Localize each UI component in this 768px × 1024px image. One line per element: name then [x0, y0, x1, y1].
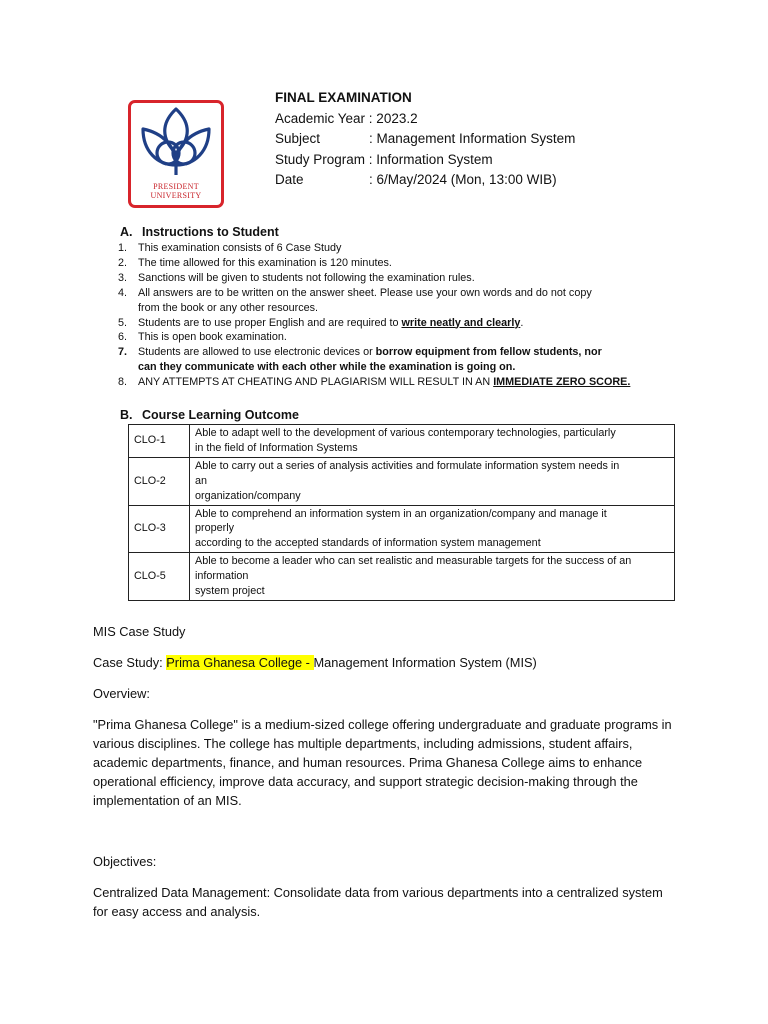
- overview-paragraph: [93, 715, 683, 810]
- item-text: This examination consists of 6 Case Study: [138, 242, 342, 254]
- item-number: 4.: [118, 286, 128, 299]
- item-text: Sanctions will be given to students not following the examination rules.: [138, 271, 475, 284]
- clo-code: CLO-2: [129, 457, 190, 505]
- item-text-continued: can they communicate with each other while the examination is going on.: [138, 361, 516, 374]
- list-item: [118, 375, 658, 390]
- clo-description: [190, 425, 675, 458]
- paragraph-line: various disciplines. The college has multiple departments, including admissions, student affairs,: [93, 736, 633, 751]
- clo-line: properly: [195, 522, 235, 535]
- clo-table: [128, 424, 675, 601]
- clo-description: [190, 505, 675, 553]
- clo-line: Able to become a leader who can set realistic and measurable targets for the success of an: [195, 555, 632, 568]
- item-text: The time allowed for this examination is 120 minutes.: [138, 256, 392, 269]
- item-text: ANY ATTEMPTS AT CHEATING AND PLAGIARISM WILL RESULT IN AN: [138, 376, 494, 389]
- clo-line: Able to adapt well to the development of various contemporary technologies, particularly: [195, 427, 616, 439]
- item-emphasis: IMMEDIATE ZERO SCORE.: [493, 376, 631, 389]
- objectives-label: Objectives:: [93, 854, 157, 869]
- subject-label: Subject: [275, 131, 321, 146]
- section-a-letter: A.: [120, 225, 133, 239]
- study-program: Study Program : Information System: [275, 151, 493, 167]
- clo-line: Able to comprehend an information system in an organization/company and manage it: [195, 507, 607, 520]
- case-study-line: [93, 653, 683, 672]
- item-text: All answers are to be written on the answer sheet. Please use your own words and do not copy: [138, 286, 592, 299]
- clo-line: system project: [195, 585, 265, 598]
- item-number: 6.: [118, 331, 128, 344]
- paragraph-line: Centralized Data Management: Consolidate data from various departments into a centralized system: [93, 885, 663, 900]
- subject-value: : Management Information System: [369, 131, 576, 146]
- logo-text-university: UNIVERSITY: [150, 191, 202, 200]
- academic-year: Academic Year : 2023.2: [275, 110, 418, 126]
- table-row: [129, 457, 675, 505]
- clo-line: organization/company: [195, 489, 301, 502]
- list-item: [118, 345, 658, 375]
- clo-line: information: [195, 570, 249, 583]
- clo-line: according to the accepted standards of information system management: [195, 537, 541, 550]
- table-row: [129, 425, 675, 458]
- date-label: Date: [275, 172, 304, 187]
- list-item: [118, 271, 658, 286]
- date-value: : 6/May/2024 (Mon, 13:00 WIB): [369, 172, 557, 187]
- item-number: 1.: [118, 242, 128, 254]
- list-item: [118, 316, 658, 331]
- overview-label: Overview:: [93, 686, 150, 701]
- objectives-paragraph: [93, 883, 683, 921]
- exam-title: FINAL EXAMINATION: [275, 90, 412, 105]
- item-text-continued: from the book or any other resources.: [138, 301, 319, 314]
- clo-code: CLO-5: [129, 553, 190, 601]
- item-number: 5.: [118, 316, 128, 329]
- clo-line: Able to carry out a series of analysis activities and formulate information system needs in: [195, 459, 620, 472]
- instructions-list: [118, 241, 658, 390]
- case-study-heading: MIS Case Study: [93, 624, 186, 639]
- list-item: [118, 330, 658, 345]
- item-number: 3.: [118, 271, 128, 284]
- university-logo: [128, 100, 224, 208]
- table-row: [129, 505, 675, 553]
- clo-line: in the field of Information Systems: [195, 441, 358, 454]
- clo-description: [190, 457, 675, 505]
- item-text: This is open book examination.: [138, 331, 287, 344]
- item-number: 2.: [118, 256, 128, 269]
- list-item: [118, 256, 658, 271]
- section-b-letter: B.: [120, 408, 133, 422]
- clo-code: CLO-1: [129, 425, 190, 458]
- paragraph-line: academic departments, finance, and human resources. Prima Ghanesa College aims to enhance: [93, 755, 643, 770]
- item-number: 8.: [118, 376, 128, 389]
- case-study-prefix: Case Study:: [93, 655, 167, 670]
- paragraph-line: for easy access and analysis.: [93, 904, 261, 919]
- item-number: 7.: [118, 346, 128, 359]
- item-emphasis: write neatly and clearly: [401, 316, 521, 329]
- clo-description: [190, 553, 675, 601]
- logo-text-president: PRESIDENT: [153, 182, 199, 191]
- highlighted-college-name: Prima Ghanesa College -: [166, 655, 314, 670]
- section-a-title: Instructions to Student: [142, 225, 279, 239]
- paragraph-line: operational efficiency, improve data accuracy, and support strategic decision-making through the: [93, 774, 638, 789]
- item-text-end: .: [520, 316, 524, 329]
- paragraph-line: "Prima Ghanesa College" is a medium-sized college offering undergraduate and graduate programs in: [93, 717, 672, 732]
- clo-code: CLO-3: [129, 505, 190, 553]
- item-text: Students are allowed to use electronic devices or: [138, 346, 376, 359]
- list-item: [118, 286, 658, 316]
- table-row: [129, 553, 675, 601]
- item-text: Students are to use proper English and are required to: [138, 316, 402, 329]
- item-emphasis: borrow equipment from fellow students, nor: [375, 346, 602, 359]
- section-b-heading: [120, 408, 299, 422]
- case-study-suffix: Management Information System (MIS): [313, 655, 537, 670]
- section-a-heading: [120, 225, 279, 239]
- clo-line: an: [195, 474, 208, 487]
- paragraph-line: implementation of an MIS.: [93, 793, 242, 808]
- list-item: [118, 241, 658, 256]
- section-b-title: Course Learning Outcome: [142, 408, 299, 422]
- exam-header: [275, 88, 576, 191]
